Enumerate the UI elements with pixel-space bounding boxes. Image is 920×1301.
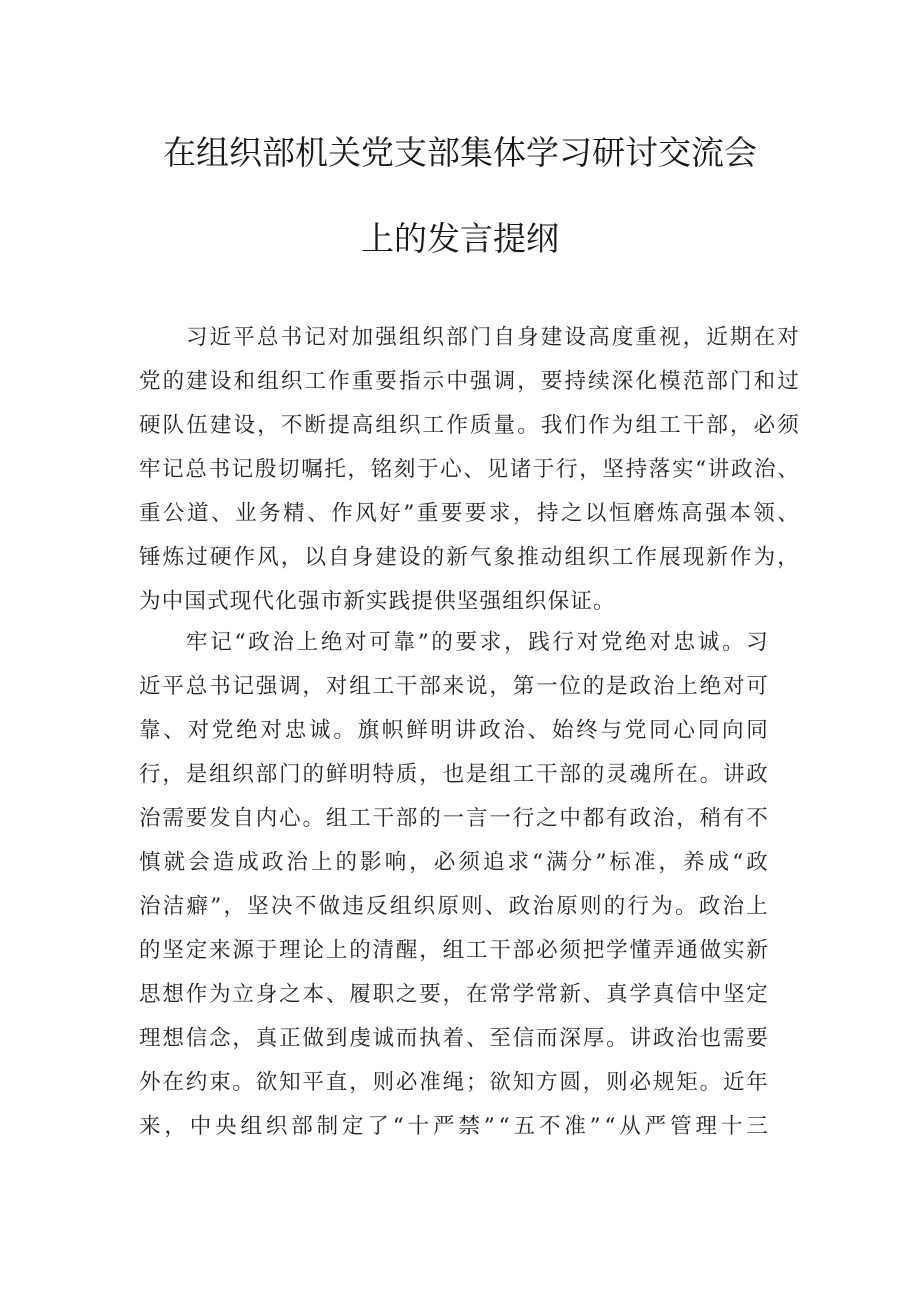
paragraph-line: 治洁癖”，坚决不做违反组织原则、政治原则的行为。政治上 — [139, 894, 771, 919]
paragraph-line: 硬队伍建设，不断提高组织工作质量。我们作为组工干部，必须 — [139, 413, 801, 438]
document-title-line-1: 在组织部机关党支部集体学习研讨交流会 — [163, 133, 757, 172]
paragraph-line: 近平总书记强调，对组工干部来说，第一位的是政治上绝对可 — [139, 674, 770, 699]
paragraph-line: 靠、对党绝对忠诚。旗帜鲜明讲政治、始终与党同心同向同 — [139, 718, 771, 743]
paragraph-line: 习近平总书记对加强组织部门自身建设高度重视，近期在对 — [186, 325, 801, 350]
paragraph-line: 行，是组织部门的鲜明特质，也是组工干部的灵魂所在。讲政 — [139, 762, 770, 787]
paragraph-line: 理想信念，真正做到虔诚而执着、至信而深厚。讲政治也需要 — [139, 1026, 770, 1051]
paragraph-line: 思想作为立身之本、履职之要，在常学常新、真学真信中坚定 — [139, 982, 770, 1007]
paragraph-line: 治需要发自内心。组工干部的一言一行之中都有政治，稍有不 — [139, 806, 770, 831]
paragraph-line: 的坚定来源于理论上的清醒，组工干部必须把学懂弄通做实新 — [139, 938, 770, 963]
paragraph-line: 为中国式现代化强市新实践提供坚强组织保证。 — [139, 589, 616, 614]
paragraph-line: 牢记“政治上绝对可靠”的要求，践行对党绝对忠诚。习 — [186, 630, 771, 655]
paragraph-line: 党的建设和组织工作重要指示中强调，要持续深化模范部门和过 — [139, 369, 801, 394]
paragraph-line: 来，中央组织部制定了“十严禁”“五不准”“从严管理十三 — [139, 1114, 772, 1139]
document-title-line-2: 上的发言提纲 — [361, 219, 559, 258]
paragraph-line: 锤炼过硬作风，以自身建设的新气象推动组织工作展现新作为， — [139, 545, 801, 570]
paragraph-line: 外在约束。欲知平直，则必准绳；欲知方圆，则必规矩。近年 — [139, 1070, 770, 1095]
paragraph-line: 慎就会造成政治上的影响，必须追求“满分”标准，养成“政 — [139, 850, 771, 875]
paragraph-line: 重公道、业务精、作风好”重要要求，持之以恒磨炼高强本领、 — [139, 501, 802, 526]
paragraph-line: 牢记总书记殷切嘱托，铭刻于心、见诸于行，坚持落实“讲政治、 — [139, 457, 801, 482]
